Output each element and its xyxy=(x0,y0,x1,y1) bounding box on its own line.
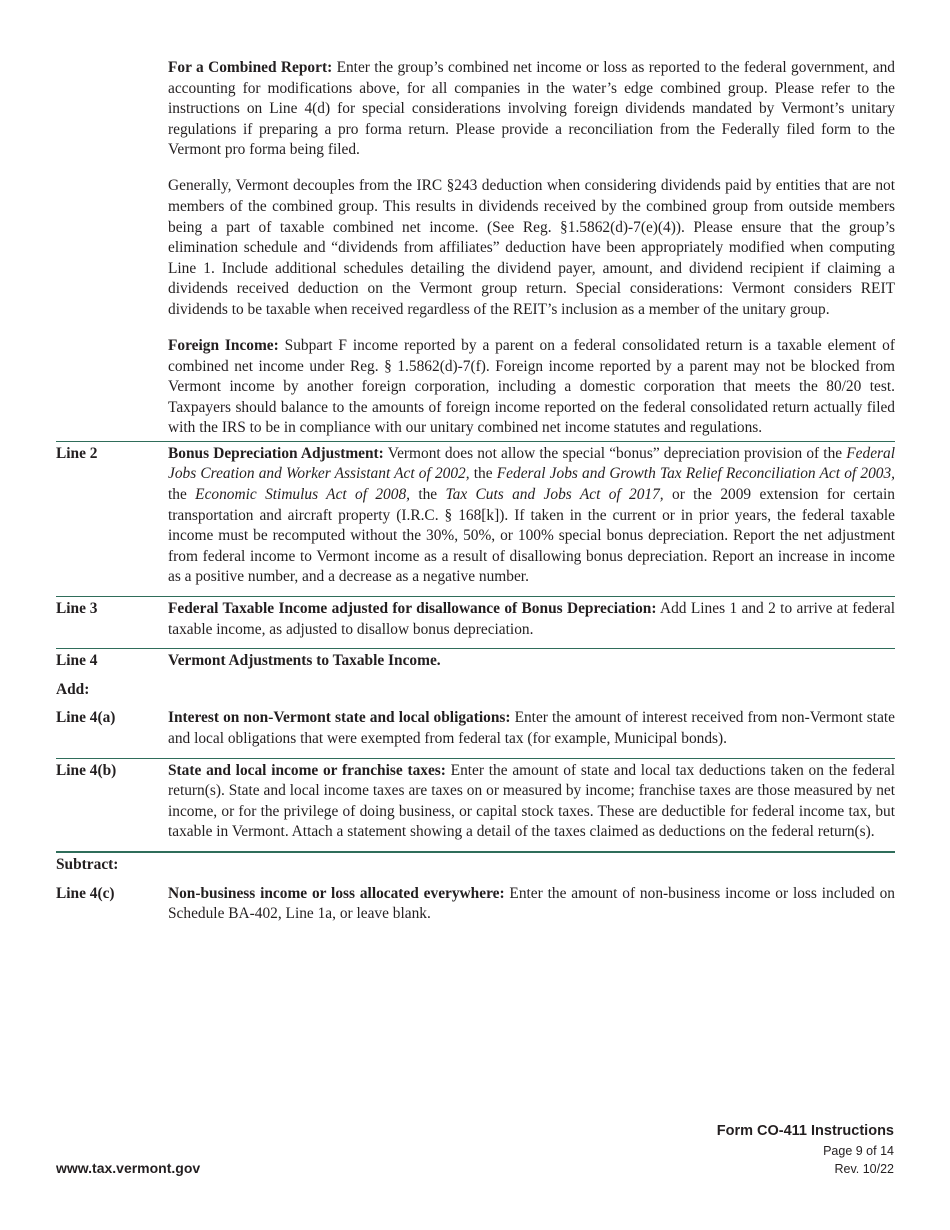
add-row xyxy=(56,680,895,701)
line-4b-content xyxy=(168,761,895,843)
line-4c-text: Enter the amount of non-business income or loss included on Schedule BA-402, Line 1a, or leave blank. xyxy=(168,884,895,923)
irc-243-text: Generally, Vermont decouples from the IRC §243 deduction when considering dividends paid by entities that are not members of the combined group. This results in dividends received by the combined group from outside members being a part of taxable combined net income. (See Reg. §1.5862(d)-7(e)(4)). Please ensure that the group’s elimination schedule and “dividends from affiliates” deduction have been appropriately modified when computing Line 1. Include additional schedules detailing the dividend payer, amount, and dividend recipient if claiming a dividends received deduction on the Vermont group return. Special considerations: Vermont considers REIT dividends to be taxable when received regardless of the REIT’s inclusion as a member of the unitary group. xyxy=(168,177,895,318)
line-3-content xyxy=(168,599,895,640)
line-4-heading: Vermont Adjustments to Taxable Income. xyxy=(168,652,441,670)
line-4b-section xyxy=(56,758,895,843)
line-2-label: Line 2 xyxy=(56,444,98,462)
line-4a-section xyxy=(56,708,895,749)
subtract-label: Subtract: xyxy=(56,855,119,873)
line-2-heading: Bonus Depreciation Adjustment: xyxy=(168,444,384,462)
line-3-label: Line 3 xyxy=(56,600,98,618)
line-3-text: Add Lines 1 and 2 to arrive at federal taxable income, as adjusted to disallow bonus depreciation. xyxy=(168,600,895,638)
add-label: Add: xyxy=(56,680,90,698)
line-4a-label: Line 4(a) xyxy=(56,709,116,727)
combined-report-text: Enter the group’s combined net income or loss as reported to the federal government, and accounting for modifications above, for all companies in the water’s edge combined group. Please refer to the instructions on Line 4(d) for special considerations involving foreign dividends mandated by Vermont’s unitary regulations if preparing a pro forma return. Please provide a reconciliation from the Federally filed form to the Vermont pro forma being filed. xyxy=(168,59,895,159)
line-4-content xyxy=(168,651,895,672)
instructions-page xyxy=(56,58,895,933)
line-2-text-2: the xyxy=(469,465,497,483)
line-4b-label: Line 4(b) xyxy=(56,761,117,779)
line-2-act-2008: Economic Stimulus Act of 2008, xyxy=(195,486,410,504)
foreign-income-paragraph xyxy=(168,336,895,439)
combined-report-heading: For a Combined Report: xyxy=(168,59,333,76)
line-2-act-2017: Tax Cuts and Jobs Act of 2017, xyxy=(445,486,664,504)
line-4a-text: Enter the amount of interest received from non-Vermont state and local obligations that were exempted from federal tax (for example, Municipal bonds). xyxy=(168,709,896,747)
line-2-text-5: or the 2009 extension for certain transportation and aircraft property (I.R.C. § 168[k]). If taken in the current or in prior years, the federal taxable income must be recomputed without the 30%, 50%, or 100% special bonus depreciation. Report the net adjustment from federal income to Vermont income as a result of disallowing bonus depreciation. Report an increase in income as a positive number, and a decrease as a negative number. xyxy=(168,486,895,586)
line-4-label: Line 4 xyxy=(56,652,98,670)
line-4a-content xyxy=(168,708,895,749)
revision-date: Rev. 10/22 xyxy=(834,1162,894,1176)
line-4b-text: Enter the amount of state and local tax deductions taken on the federal return(s). State and local income taxes are taxes on or measured by income; franchise taxes are those measured by net income, or for the privilege of doing business, or capital stock taxes. These are deductible for federal income tax, but taxable in Vermont. Attach a statement showing a detail of the taxes claimed as deductions on the federal return(s). xyxy=(168,761,895,841)
line-4a-heading: Interest on non-Vermont state and local obligations: xyxy=(168,709,511,727)
line-4c-label: Line 4(c) xyxy=(56,884,115,902)
line-4b-heading: State and local income or franchise taxes: xyxy=(168,761,446,779)
subtract-row xyxy=(56,851,895,876)
combined-report-paragraph xyxy=(168,58,895,161)
line-4c-content xyxy=(168,884,895,925)
page-number: Page 9 of 14 xyxy=(823,1144,894,1158)
line-2-text-3: the xyxy=(168,486,196,504)
line-4c-heading: Non-business income or loss allocated everywhere: xyxy=(168,884,505,902)
line-2-text-4: the xyxy=(409,486,446,504)
line-2-section xyxy=(56,441,895,588)
line-2-act-2003: Federal Jobs and Growth Tax Relief Reconciliation Act of 2003, xyxy=(496,465,895,483)
line-2-act-2002: Federal Jobs Creation and Worker Assistant Act of 2002, xyxy=(168,444,895,483)
line-2-text-1: Vermont does not allow the special “bonus” depreciation provision of the xyxy=(383,444,847,462)
line-4c-section xyxy=(56,884,895,925)
line-4-section xyxy=(56,648,895,672)
website-url: www.tax.vermont.gov xyxy=(56,1160,201,1176)
irc-243-paragraph xyxy=(168,176,895,320)
line-3-section xyxy=(56,596,895,640)
foreign-income-text: Subpart F income reported by a parent on a federal consolidated return is a taxable element of combined net income under Reg. § 1.5862(d)-7(f). Foreign income reported by a parent may not be blocked from Vermont income by another foreign corporation, including a domestic corporation that meets the 80/20 test. Taxpayers should balance to the amounts of foreign income reported on the federal consolidated return actually filed with the IRS to be in compliance with our unitary combined net income statutes and regulations. xyxy=(168,336,895,437)
form-title: Form CO-411 Instructions xyxy=(716,1123,894,1139)
line-3-heading: Federal Taxable Income adjusted for disallowance of Bonus Depreciation: xyxy=(168,600,657,618)
foreign-income-heading: Foreign Income: xyxy=(168,336,279,354)
line-2-content xyxy=(168,444,895,588)
